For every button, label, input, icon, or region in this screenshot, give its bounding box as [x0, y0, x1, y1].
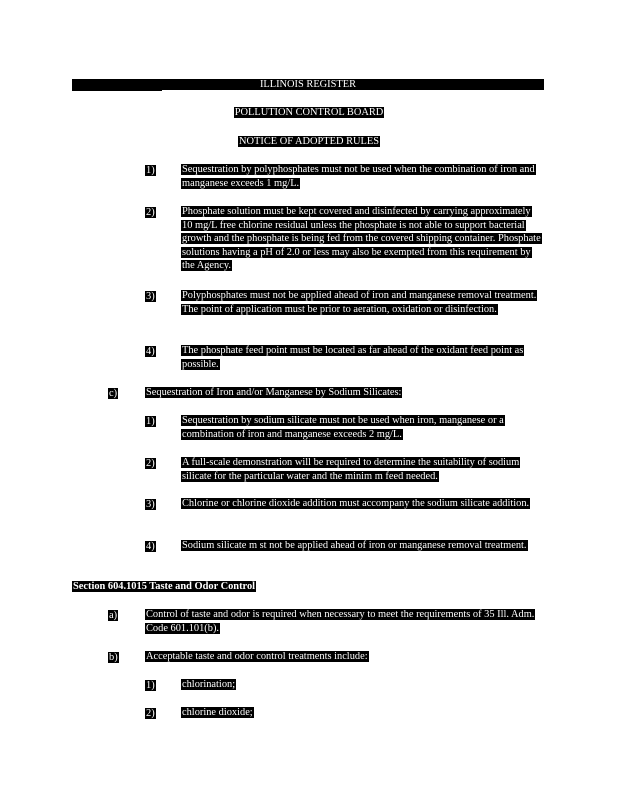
list-item-text: Sequestration by sodium silicate must not be used when iron, manganese or a combination of iron and manganese exceeds 2 mg/L. — [182, 415, 504, 440]
list-item-number: 2) — [146, 708, 155, 719]
list-item-number: 4) — [146, 541, 155, 552]
section-heading: Section 604.1015 Taste and Odor Control — [73, 581, 256, 592]
list-item-text: chlorine dioxide; — [182, 707, 253, 718]
list-item-number: 1) — [146, 680, 155, 691]
item-b-text: Acceptable taste and odor control treatments include: — [146, 651, 368, 662]
list-item-text: Chlorine or chlorine dioxide addition must accompany the sodium silicate addition. — [182, 498, 530, 509]
notice-title: NOTICE OF ADOPTED RULES — [239, 136, 379, 147]
list-item-number: 4) — [146, 346, 155, 357]
list-item-text: Sequestration by polyphosphates must not be used when the combination of iron and manganese exceeds 1 mg/L. — [182, 164, 535, 189]
register-title: ILLINOIS REGISTER — [259, 79, 357, 90]
list-item-number: 3) — [146, 291, 155, 302]
register-header — [72, 79, 544, 90]
list-item-text: A full-scale demonstration will be required to determine the suitability of sodium silicate for the particular water and the minim m feed needed. — [182, 457, 520, 482]
board-name: POLLUTION CONTROL BOARD — [234, 107, 384, 118]
notice-title-line — [0, 136, 618, 148]
list-item-number: 1) — [146, 165, 155, 176]
item-a-text: Control of taste and odor is required when necessary to meet the requirements of 35 Ill. Adm. Code 601.101(b). — [146, 609, 535, 634]
list-item-text: Phosphate solution must be kept covered and disinfected by carrying approximately 10 mg/L free chlorine residual unless the phosphate is not able to support bacterial growth and the phosphate is being fed from the covered shipping container. Phosphate solutions having a pH of 2.0 or less may also be exempted from this requirement by the Agency. — [182, 206, 541, 272]
item-c-letter: c) — [109, 388, 118, 399]
header-rule — [72, 90, 162, 91]
item-a-letter: a) — [109, 610, 118, 621]
list-item-number: 3) — [146, 499, 155, 510]
list-item-text: The phosphate feed point must be located as far ahead of the oxidant feed point as possible. — [182, 345, 524, 370]
board-name-line — [0, 107, 618, 119]
list-item-number: 2) — [146, 207, 155, 218]
list-item-number: 1) — [146, 416, 155, 427]
list-item-text: chlorination; — [182, 679, 236, 690]
item-b-letter: b) — [109, 652, 118, 663]
list-item-number: 2) — [146, 458, 155, 469]
list-item-text: Polyphosphates must not be applied ahead of iron and manganese removal treatment. The point of application must be prior to aeration, oxidation or disinfection. — [182, 290, 537, 315]
list-item-text: Sodium silicate m st not be applied ahead of iron or manganese removal treatment. — [182, 540, 527, 551]
item-c-text: Sequestration of Iron and/or Manganese by Sodium Silicates: — [146, 387, 402, 398]
